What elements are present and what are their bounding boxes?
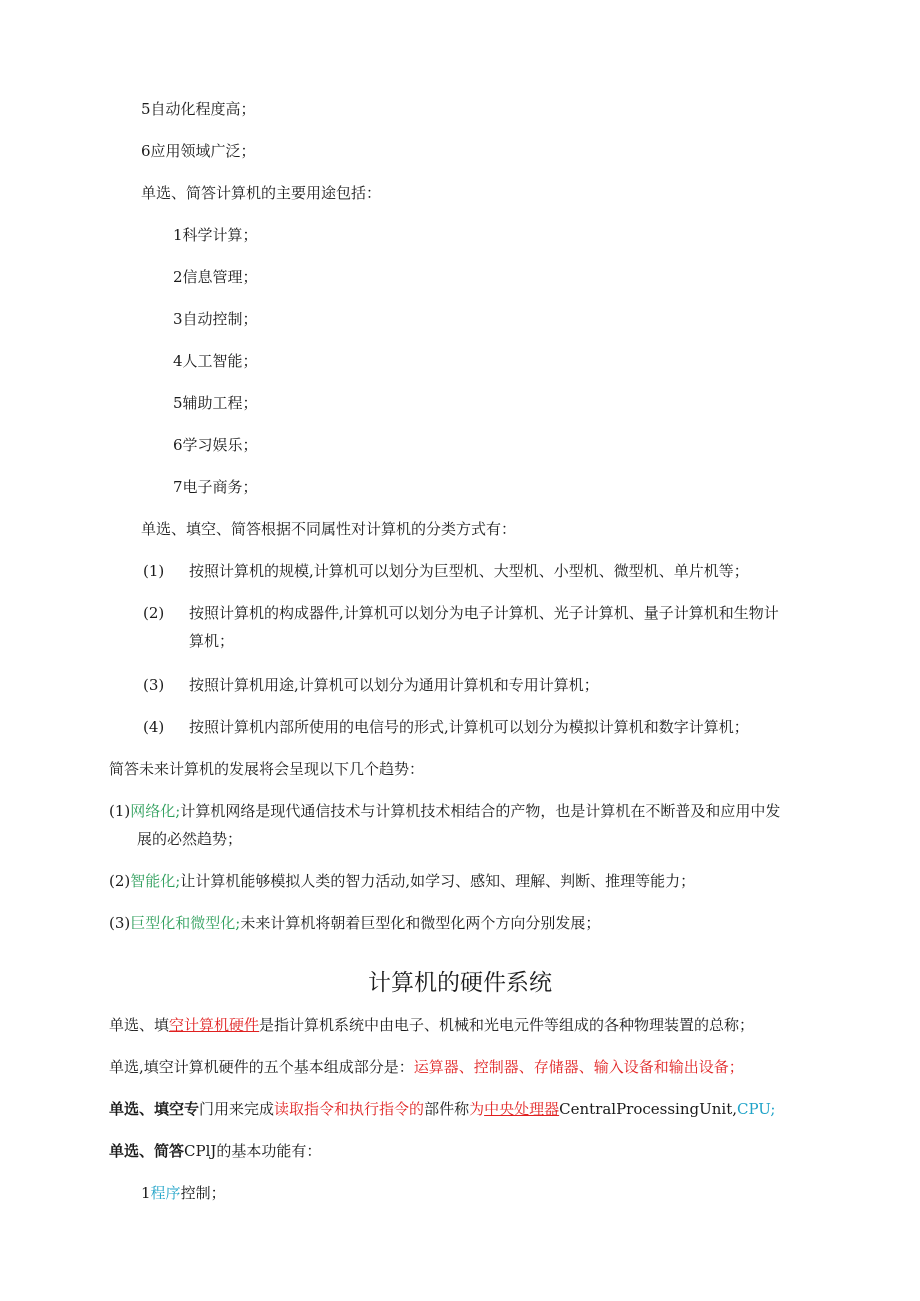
uses-item: 6学习娱乐； xyxy=(173,436,258,454)
text-span: 控制； xyxy=(180,1184,226,1202)
uses-item: 1科学计算； xyxy=(173,226,258,244)
classification-num: (4) xyxy=(143,718,165,736)
text-span: CPlJ的基本功能有： xyxy=(184,1142,322,1160)
trend-num: (2) xyxy=(109,872,131,890)
classification-text: 算机； xyxy=(189,632,235,650)
trend-key: 智能化; xyxy=(130,872,181,890)
trend-item xyxy=(109,801,780,821)
uses-item: 5辅助工程； xyxy=(173,394,258,412)
trend-text: 未来计算机将朝着巨型化和微型化两个方向分别发展； xyxy=(240,914,601,932)
section-heading: 计算机的硬件系统 xyxy=(368,970,552,996)
uses-item: 2信息管理； xyxy=(173,268,258,286)
classification-text: 按照计算机内部所使用的电信号的形式,计算机可以划分为模拟计算机和数字计算机； xyxy=(189,718,749,736)
trend-key: 巨型化和微型化; xyxy=(130,914,241,932)
text-span: 是指计算机系统中由电子、机械和光电元件等组成的各种物理装置的总称； xyxy=(259,1016,755,1034)
text-span: 为 xyxy=(469,1100,485,1118)
text-span: CPU; xyxy=(737,1100,776,1118)
text-span: 1 xyxy=(141,1184,151,1202)
trend-item xyxy=(109,871,695,891)
components-list: 运算器、控制器、存储器、输入设备和输出设备； xyxy=(413,1058,744,1076)
classification-num: (2) xyxy=(143,604,165,622)
cpu-definition xyxy=(109,1099,775,1119)
hardware-components xyxy=(109,1057,744,1077)
text-span: 程序 xyxy=(150,1184,181,1202)
trend-num: (3) xyxy=(109,914,131,932)
hardware-definition xyxy=(109,1015,754,1035)
term-cpu: 中央处理器 xyxy=(484,1100,560,1118)
classification-num: (3) xyxy=(143,676,165,694)
trend-item xyxy=(109,913,600,933)
question-type: 单选、填空专 xyxy=(109,1100,200,1118)
text-span: 取指令和执行指令的 xyxy=(289,1100,425,1118)
text-span: 门用来完成 xyxy=(199,1100,275,1118)
classification-text: 按照计算机的规模,计算机可以划分为巨型机、大型机、小型机、微型机、单片机等； xyxy=(189,562,749,580)
classification-text: 按照计算机用途,计算机可以划分为通用计算机和专用计算机； xyxy=(189,676,599,694)
trend-num: (1) xyxy=(109,802,131,820)
uses-item: 7电子商务； xyxy=(173,478,258,496)
term-hardware: 空计算机硬件 xyxy=(169,1016,260,1034)
classification-text: 按照计算机的构成器件,计算机可以划分为电子计算机、光子计算机、量子计算机和生物计 xyxy=(189,604,779,622)
text-span: 单选,填空计算机硬件的五个基本组成部分是： xyxy=(109,1058,414,1076)
text-span: CentralProcessingUnit, xyxy=(559,1100,737,1118)
uses-title: 单选、简答计算机的主要用途包括： xyxy=(141,184,382,202)
cpu-functions-title xyxy=(109,1141,321,1161)
feature-item: 6应用领域广泛； xyxy=(141,142,256,160)
trend-continuation: 展的必然趋势； xyxy=(137,830,243,848)
classification-title: 单选、填空、简答根据不同属性对计算机的分类方式有： xyxy=(141,520,517,538)
feature-item: 5自动化程度高； xyxy=(141,100,256,118)
classification-num: (1) xyxy=(143,562,165,580)
trend-key: 网络化; xyxy=(130,802,181,820)
trend-text: 让计算机能够模拟人类的智力活动,如学习、感知、理解、判断、推理等能力； xyxy=(180,872,696,890)
text-span: 单选、填 xyxy=(109,1016,170,1034)
cpu-function-item xyxy=(141,1183,226,1203)
question-type: 单选、简答 xyxy=(109,1142,185,1160)
text-span: 部件称 xyxy=(424,1100,470,1118)
text-span: 读 xyxy=(274,1100,290,1118)
uses-item: 3自动控制； xyxy=(173,310,258,328)
trends-title: 简答未来计算机的发展将会呈现以下几个趋势： xyxy=(109,760,425,778)
uses-item: 4人工智能； xyxy=(173,352,258,370)
trend-text: 计算机网络是现代通信技术与计算机技术相结合的产物，也是计算机在不断普及和应用中发 xyxy=(180,802,781,820)
